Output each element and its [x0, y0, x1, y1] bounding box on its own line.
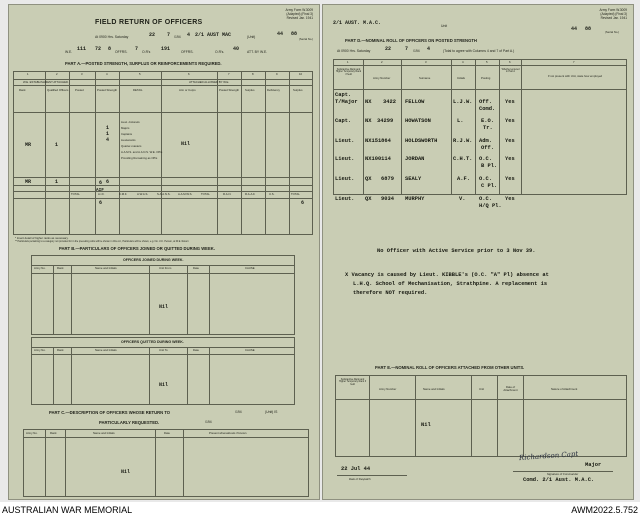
detail-item: Providing Remaining as Offrs: [121, 156, 158, 160]
at-year: /194: [413, 49, 420, 53]
rule: [13, 85, 313, 86]
part-b-heading: PART B.—PARTICULARS OF OFFICERS JOINED OR QUITTED DURING WEEK.: [59, 246, 215, 251]
rule: [13, 198, 313, 199]
posted-value: 1: [106, 125, 110, 131]
col-header: Posting: [481, 76, 491, 80]
note-active-service: No Officer with Active Service prior to 3 Nov 39.: [377, 248, 536, 254]
part-c-value: Nil: [121, 469, 131, 475]
col-number: 6: [509, 60, 511, 64]
officer-number: NX100114: [365, 156, 391, 162]
col-number: 10: [299, 72, 303, 76]
col-rule: [209, 347, 210, 405]
totals-far-value: 6: [301, 200, 305, 206]
col-header: Arm or Corps: [179, 88, 196, 92]
col-header: Whether entered in Part A: [501, 68, 520, 74]
col-number: 1: [27, 72, 29, 76]
right-page: [322, 4, 634, 500]
part-e-col: Name and Initials: [423, 387, 445, 391]
col-rule: [471, 375, 472, 457]
we-value: 111: [77, 46, 87, 52]
part-c-mid: /194: [235, 410, 242, 414]
part-c-col: Rank: [50, 431, 57, 435]
commander-line: Comd. 2/1 Aust. M.A.C.: [523, 477, 595, 483]
col-number: 3: [81, 72, 83, 76]
officer-entered: Yes: [505, 138, 515, 144]
at-year-digit: 4: [427, 46, 431, 52]
totals-row2-value: 6: [99, 180, 103, 186]
totals-col: R.A.N.: [223, 192, 232, 196]
col-number: 4: [106, 72, 108, 76]
col-number: 2: [381, 60, 383, 64]
col-rule: [265, 71, 266, 235]
col-rule: [451, 59, 452, 195]
we-value-2: 72: [95, 46, 102, 52]
officer-posting: E.O.: [481, 118, 494, 124]
ors2-label: O.R's.: [215, 50, 225, 54]
officer-entered: Yes: [505, 118, 515, 124]
col-header: Army Number: [373, 76, 391, 80]
form-ref-1: Army Form W.3009: [599, 8, 627, 12]
form-ref-3: Revised Jan. 1941: [600, 16, 627, 20]
posted-value: 1: [106, 131, 110, 137]
officer-posting: O.C.: [479, 196, 492, 202]
detail-item: Lieutenants: [121, 138, 136, 142]
serial-value-2: 88: [585, 26, 592, 32]
officer-posting-2: Off.: [481, 145, 494, 151]
col-number: 2: [56, 72, 58, 76]
col-rule: [187, 347, 188, 405]
officer-surname: HOWATSON: [405, 118, 431, 124]
officer-posting-2: Tr.: [483, 125, 493, 131]
year-value: /194: [174, 35, 181, 39]
date-of-dispatch: 22 Jul 44: [341, 466, 371, 472]
we-establishment-header: W.E. ESTABLISHMENT ATTACHED.: [23, 80, 69, 84]
officer-posting: O.C.: [479, 176, 492, 182]
part-d-heading: PART D.—NOMINAL ROLL OF OFFICERS ON POSTED STRENGTH: [345, 38, 477, 43]
officer-initials: C.H.T.: [453, 156, 473, 162]
note-vacancy-line-2: L.H.Q. School of Mechanisation, Strathpine. A replacement is: [353, 281, 548, 287]
date-label: Date of Despatch: [349, 477, 371, 481]
col-header: Qualified Officers: [47, 88, 69, 92]
rule: [13, 112, 313, 113]
part-c-col: Name and Initials: [93, 431, 115, 435]
month-value: 7: [167, 32, 171, 38]
col-rule: [289, 71, 290, 235]
totals-col: A.I.F.: [98, 192, 105, 196]
part-e-col: Nature of Attachment: [551, 387, 578, 391]
unit-line-prefix: At 0900 Hrs. Saturday: [95, 35, 129, 39]
officer-number-2: 3422: [383, 99, 396, 105]
officer-posting: Adm.: [479, 138, 492, 144]
officer-initials: V.: [459, 196, 466, 202]
col-rule: [71, 265, 72, 335]
serial-value: 44: [277, 31, 284, 37]
col-header: If not present with Unit, state how employed: [547, 74, 603, 78]
officer-entered: Yes: [505, 156, 515, 162]
we-label: W.E.: [65, 50, 73, 54]
col-rule: [45, 71, 46, 235]
col-number: 9: [276, 72, 278, 76]
officer-surname: FELLOW: [405, 99, 425, 105]
offrs-value: 7: [135, 46, 139, 52]
col-number: 8: [252, 72, 254, 76]
col-rule: [241, 71, 242, 235]
detail-item: Lieut.-Colonels: [121, 120, 140, 124]
officer-rank: Lieut.: [335, 138, 355, 144]
col-rule: [523, 375, 524, 457]
col-number: 1: [347, 60, 349, 64]
col-rule: [45, 429, 46, 497]
date-value: 22: [149, 32, 156, 38]
col-rule: [65, 429, 66, 497]
totals-col: S.A.A.N.S.: [157, 192, 171, 196]
form-ref-2: (Adapted) (Final 3): [286, 12, 313, 16]
totals-label: TOTAL: [71, 192, 80, 196]
officer-surname: HOLDSWORTH: [405, 138, 438, 144]
officer-rank: Capt.: [335, 118, 352, 124]
col-header: Substantive Rank and Higher Temporary Rank if held: [335, 68, 362, 76]
unit-label: (Unit): [247, 35, 256, 39]
col-header: DETAIL: [133, 88, 143, 92]
footer-credit: AUSTRALIAN WAR MEMORIAL: [2, 505, 133, 515]
col-number: 7: [573, 60, 575, 64]
row-q: 1: [55, 142, 59, 148]
col-header: Rank: [19, 88, 26, 92]
ors-label: O.R's: [142, 50, 151, 54]
arm-value: Nil: [181, 141, 191, 147]
totals-col: A.A.M.W.S.: [178, 192, 193, 196]
col-rule: [475, 59, 476, 195]
commander-signature: Richardson Capt: [518, 449, 579, 463]
officer-initials: L.: [457, 118, 464, 124]
detail-item: Quarter-masters: [121, 144, 142, 148]
col-header: Initials: [457, 76, 465, 80]
quitted-col: CAUSE: [245, 348, 255, 352]
officer-rank: Lieut.: [335, 156, 355, 162]
col-header: Surplus: [245, 88, 255, 92]
note-vacancy-line-1: X Vacancy is caused by Lieut. KIBBLE's (O.C. "A" Pl) absence at: [345, 272, 549, 278]
part-e-col: Army Number: [379, 387, 397, 391]
serial-label: (Serial No.): [299, 37, 314, 41]
unit-value: 2/1 AUST. M.A.C.: [333, 20, 382, 26]
officer-posting-2: H/Q Pl.: [479, 203, 502, 209]
officer-rank: Lieut.: [335, 176, 355, 182]
officer-surname: MURPHY: [405, 196, 425, 202]
joined-col: Unit From: [159, 266, 172, 270]
serial-value-2: 88: [291, 31, 298, 37]
rule: [333, 89, 627, 90]
at-month: 7: [405, 46, 409, 52]
col-rule: [155, 429, 156, 497]
footnote-1: * Insert detail of higher ranks as necessary.: [15, 236, 69, 240]
joined-col: Army No.: [34, 266, 46, 270]
col-number: 5: [139, 72, 141, 76]
col-rule: [209, 265, 210, 335]
col-header: Posted Strength: [219, 88, 240, 92]
totals-col: TOTAL: [291, 192, 300, 196]
col-rule: [497, 375, 498, 457]
officer-number-2: 34299: [377, 118, 394, 124]
col-rule: [69, 71, 70, 235]
col-rule: [183, 429, 184, 497]
offrs2-label: OFFRS.: [181, 50, 194, 54]
col-header: Posted Strength: [97, 88, 118, 92]
col-rule: [521, 59, 522, 195]
note-vacancy-line-3: therefore NOT required.: [353, 290, 428, 296]
total-posted: 6: [106, 179, 110, 185]
rule: [333, 65, 627, 66]
totals-aif: AIF: [96, 188, 104, 193]
form-ref-1: Army Form W.3009: [285, 8, 313, 12]
form-ref-3: Revised Jan. 1941: [286, 16, 313, 20]
part-c-line-2b: /194: [205, 420, 212, 424]
totals-col: C.M.F.: [119, 192, 128, 196]
part-e-col: Substantive Rank and Higher Temporary Rank if held: [338, 378, 367, 386]
quitted-col: Name and Initials: [95, 348, 117, 352]
quitted-col: Unit To: [159, 348, 168, 352]
officer-number-2: 9034: [381, 196, 394, 202]
officer-number: NX: [365, 99, 372, 105]
total-q: 1: [55, 179, 59, 185]
part-a-table: [13, 71, 313, 235]
officer-rank: Capt.: [335, 92, 352, 98]
officer-entered: Yes: [505, 176, 515, 182]
col-number: 3: [425, 60, 427, 64]
att-label: ATT. BY W.E.: [247, 50, 268, 54]
officer-number: NX151864: [365, 138, 391, 144]
attached-header: ATTACHED ALLOWED BY W.E.: [189, 80, 230, 84]
quitted-value: Nil: [159, 382, 169, 388]
joined-col: CAUSE: [245, 266, 255, 270]
officer-number: QX: [365, 176, 372, 182]
officer-posting: Off.: [479, 99, 492, 105]
rule: [335, 399, 627, 400]
ors2-value: 40: [233, 46, 240, 52]
col-rule: [369, 375, 370, 457]
unit-value: 2/1 AUST MAC: [195, 32, 232, 38]
rule: [13, 185, 313, 186]
at-line: At 0900 Hrs. Saturday: [337, 49, 371, 53]
posted-value: 4: [106, 137, 110, 143]
col-rule: [499, 59, 500, 195]
quitted-col: Rank: [57, 348, 64, 352]
detail-item: A.A.M.S. and A.A.N.S. W.E. Offrs: [121, 150, 163, 154]
col-rule: [149, 347, 150, 405]
col-rule: [119, 71, 120, 235]
at-total: (Total to agree with Columns 4 and 7 of Part A.): [443, 49, 515, 53]
quitted-col: Army No.: [34, 348, 46, 352]
year-digit: 4: [187, 32, 191, 38]
joined-col: Rank: [57, 266, 64, 270]
at-date: 22: [385, 46, 392, 52]
officer-posting-2: B Pl.: [481, 163, 498, 169]
joined-col: Date: [193, 266, 199, 270]
footer-accession-number: AWM2022.5.752: [571, 505, 638, 515]
detail-item: Captains: [121, 132, 133, 136]
col-number: 5: [486, 60, 488, 64]
officer-posting-2: C Pl.: [481, 183, 498, 189]
col-rule: [217, 71, 218, 235]
totals-aif-value: 6: [99, 200, 103, 206]
totals-col: R.A.A.F.: [245, 192, 256, 196]
footer-bar: [0, 502, 640, 517]
col-header: Surplus: [293, 88, 303, 92]
col-rule: [53, 347, 54, 405]
col-number: 4: [462, 60, 464, 64]
col-rule: [149, 265, 150, 335]
rule: [13, 177, 313, 178]
totals-col: TOTAL: [201, 192, 210, 196]
col-rule: [95, 71, 96, 235]
officer-rank: Lieut.: [335, 196, 355, 202]
officer-posting-2: Comd.: [479, 106, 496, 112]
officer-number: QX: [365, 196, 372, 202]
part-c-col: Army No.: [26, 431, 38, 435]
form-ref-2: (Adapted) (Final 3): [600, 12, 627, 16]
part-e-col: Date of Attachment: [503, 385, 518, 392]
col-header: Deficiency: [267, 88, 280, 92]
col-number: 6: [188, 72, 190, 76]
we-value-3: 8: [108, 46, 112, 52]
page-title: FIELD RETURN OF OFFICERS: [95, 19, 203, 26]
joined-value: Nil: [159, 304, 169, 310]
col-rule: [363, 59, 364, 195]
col-number: 7: [228, 72, 230, 76]
col-header: Surname: [419, 76, 431, 80]
detail-item: Majors: [121, 126, 130, 130]
footnote-2: ** Particulars pertaining to a category not provided for in the preceding colts will be shown in this col., Particulars will be shown, e.g. No. U.K. Person, at W.E. Return: [15, 240, 189, 243]
part-a-heading: PART A.—POSTED STRENGTH, SURPLUS OR REINFORCEMENTS REQUIRED.: [65, 61, 222, 66]
officer-rank-2: T/Major: [335, 99, 358, 105]
officer-initials: R.J.W.: [453, 138, 473, 144]
quitted-title: OFFICERS QUITTED DURING WEEK.: [121, 340, 184, 344]
part-c-unit: (Unit) IS: [265, 410, 278, 414]
rule: [337, 475, 407, 476]
part-e-value: Nil: [421, 422, 431, 428]
col-header: Posted: [75, 88, 84, 92]
officer-number: NX: [365, 118, 372, 124]
col-rule: [415, 375, 416, 457]
officer-surname: SEALY: [405, 176, 422, 182]
officer-surname: JORDAN: [405, 156, 425, 162]
serial-value: 44: [571, 26, 578, 32]
part-e-col: Unit: [479, 387, 484, 391]
officer-initials: A.F.: [457, 176, 470, 182]
row-rank: MR: [25, 142, 32, 148]
part-e-heading: PART E.—NOMINAL ROLL OF OFFICERS ATTACHED FROM OTHER UNITS.: [375, 365, 525, 370]
col-rule: [401, 59, 402, 195]
col-rule: [71, 347, 72, 405]
offrs-label: OFFRS.: [115, 50, 128, 54]
serial-label: (Serial No.): [605, 30, 620, 34]
signature-rank: Major: [585, 462, 602, 468]
totals-col: U.S.: [269, 192, 275, 196]
joined-title: OFFICERS JOINED DURING WEEK.: [123, 258, 184, 262]
part-c-line-1: PART C.—DESCRIPTION OF OFFICERS WHOSE RETURN TO: [49, 410, 171, 415]
part-c-col: Present whereabouts if known: [209, 431, 247, 435]
ors-value: 191: [161, 46, 171, 52]
unit-label: Unit: [441, 24, 448, 28]
part-c-line-2: PARTICULARLY REQUESTED.: [99, 420, 160, 425]
officer-entered: Yes: [505, 196, 515, 202]
part-c-col: Date: [164, 431, 170, 435]
officer-entered: Yes: [505, 99, 515, 105]
col-rule: [187, 265, 188, 335]
officer-number-2: 6879: [381, 176, 394, 182]
officer-posting: O.C.: [479, 156, 492, 162]
signature-label: Signature of Commander: [547, 472, 579, 476]
quitted-col: Date: [193, 348, 199, 352]
joined-col: Name and Initials: [95, 266, 117, 270]
left-page: [8, 4, 320, 500]
total-rank: MR: [25, 179, 32, 185]
officer-initials: L.J.W.: [453, 99, 473, 105]
col-rule: [53, 265, 54, 335]
totals-col: A.W.A.S.: [137, 192, 149, 196]
